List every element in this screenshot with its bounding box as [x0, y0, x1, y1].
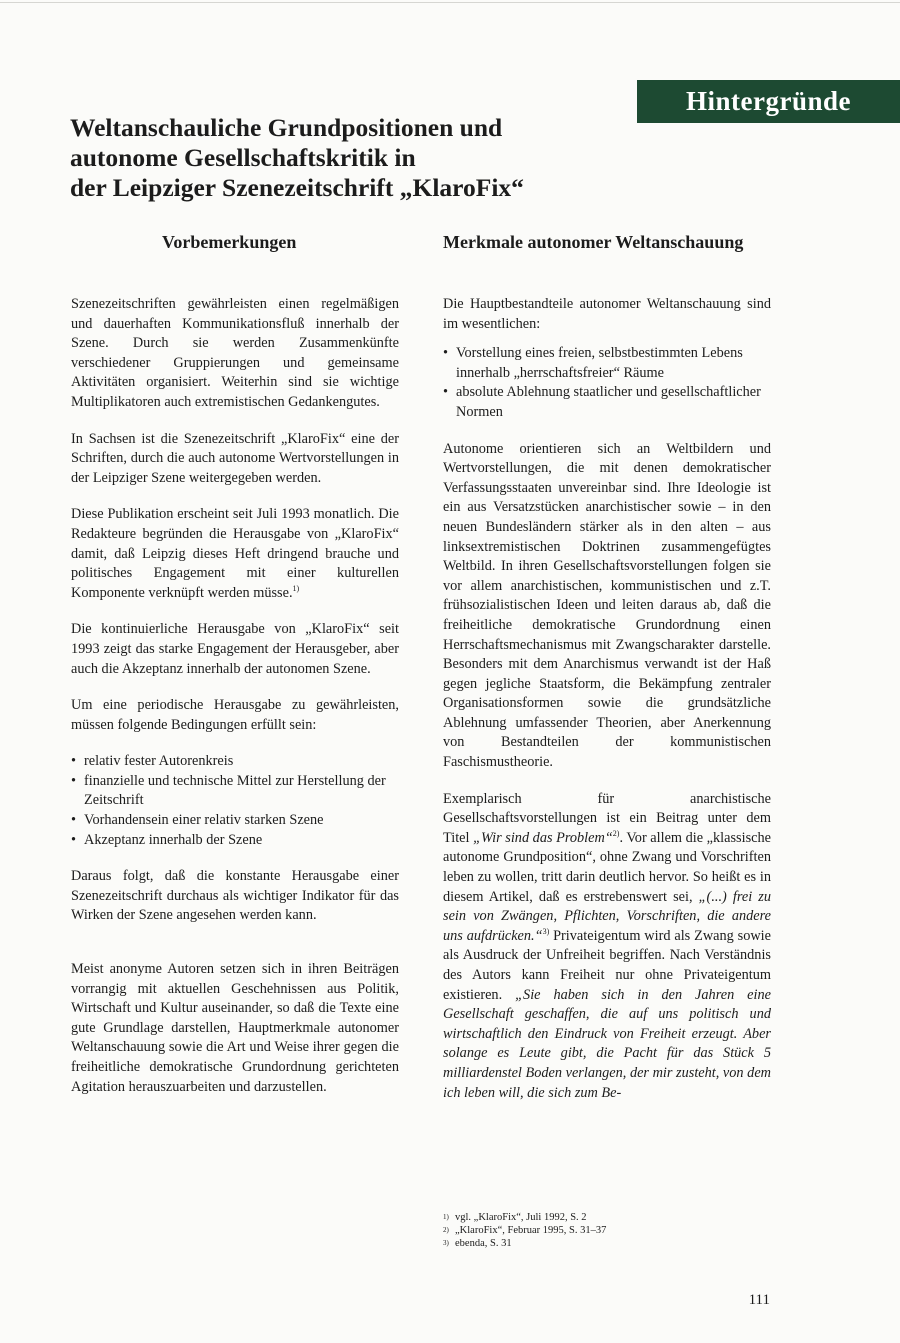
paragraph: Exemplarisch für anarchistische Gesellschaftsvorstellungen ist ein Beitrag unter dem Titel „Wir sind das Problem“$^{2)}$. Vor allem die „klassische autonome Grundposition“, ohne Zwang und Vorschriften leben zu wollen, tritt darin deutlich hervor. So heißt es in diesem Artikel, daß es erstrebenswert sei, „(...) frei zu sein von Zwängen, Pflichten, Vorschriften, die andere uns aufdrücken.“$^{3)}$ Privateigentum wird als Zwang sowie als Ausdruck der Unfreiheit begriffen. Nach Verständnis des Autors kann Freiheit nur ohne Privateigentum existieren. „Sie haben sich in den Jahren eine Gesellschaft geschaffen, die auf uns politisch und wirtschaftlich den Eindruck von Freiheit erzeugt. Aber solange es Leute gibt, die Pacht für das Stück 5 milliardenstel Boden verlangen, der mir zusteht, von dem ich leben will, die sich zum Be-: [443, 790, 771, 1101]
footnote: 2) „KlaroFix“, Februar 1995, S. 31–37: [443, 1225, 607, 1236]
left-section-heading: Vorbemerkungen: [162, 232, 297, 252]
paragraph: Diese Publikation erscheint seit Juli 1993 monatlich. Die Redakteure begründen die Herausgabe von „KlaroFix“ damit, daß Leipzig dieses Heft dringend brauche und politisches Engagement mit einer kulturellen Komponente verknüpft werden müsse.$^{1)}$: [71, 506, 399, 601]
footnote-ref: 1): [292, 583, 300, 593]
features-list: [443, 344, 771, 422]
article-citation: „Wir sind das Problem“: [473, 829, 613, 846]
paragraph: Szenezeitschriften gewährleisten einen regelmäßigen und dauerhaften Kommunikationsfluß innerhalb der Szene. Durch sie werden Zusammenkünfte verschiedener Gruppierungen und gemeinsame Aktivitäten organisiert. Weiterhin sind sie wichtige Multiplikatoren auch extremistischen Gedankengutes.: [71, 296, 399, 410]
conditions-list: [71, 752, 399, 850]
quote: „(...) frei zu sein von Zwängen, Pflichten, Vorschriften, die andere uns aufdrücken.“: [443, 888, 771, 944]
title-line: autonome Gesellschaftskritik in: [70, 143, 416, 172]
paragraph: Die Hauptbestandteile autonomer Weltanschauung sind im wesentlichen:: [443, 296, 771, 332]
paragraph: In Sachsen ist die Szenezeitschrift „KlaroFix“ eine der Schriften, durch die auch autonome Wertvorstellungen in der Leipziger Szene weitergegeben werden.: [71, 430, 399, 486]
paragraph: Meist anonyme Autoren setzen sich in ihren Beiträgen vorrangig mit aktuellen Geschehnissen aus Politik, Wirtschaft und Kultur auseinander, so daß die Texte eine gute Grundlage darstellen, Hauptmerkmale autonomer Weltanschauung sowie die Art und Weise ihrer gegen die freiheitliche demokratische Grundordnung gerichteten Agitation herauszuarbeiten und darzustellen.: [71, 961, 399, 1095]
quote: „Sie haben sich in den Jahren eine Gesellschaft geschaffen, die auf uns politisch und wirtschaftlich den Eindruck von Freiheit erzeugt. Aber solange es Leute gibt, die Pacht für das Stück 5 milliardenstel Boden verlangen, der mir zusteht, von dem ich leben will, die sich zum Be-: [443, 986, 771, 1101]
top-rule: [0, 2, 900, 3]
footnote-ref: 3): [542, 926, 550, 936]
list-item: • Akzeptanz innerhalb der Szene: [71, 831, 399, 851]
paragraph: Die kontinuierliche Herausgabe von „KlaroFix“ seit 1993 zeigt das starke Engagement der Herausgeber, aber auch die Akzeptanz innerhalb der autonomen Szene.: [71, 621, 399, 677]
title-line: Weltanschauliche Grundpositionen und: [70, 113, 503, 142]
left-column: [71, 295, 399, 1097]
right-column: [443, 295, 771, 1103]
footnote: 1) vgl. „KlaroFix“, Juli 1992, S. 2: [443, 1212, 587, 1223]
paragraph: Daraus folgt, daß die konstante Herausgabe einer Szenezeitschrift durchaus als wichtiger Indikator für das Wirken der Szene angesehen werden kann.: [71, 868, 399, 924]
right-section-heading: Merkmale autonomer Weltanschauung: [443, 232, 744, 252]
paragraph: Um eine periodische Herausgabe zu gewährleisten, müssen folgende Bedingungen erfüllt sein:: [71, 697, 399, 733]
footnote-ref: 2): [612, 828, 620, 838]
page-number: 111: [748, 1292, 770, 1308]
list-item: • absolute Ablehnung staatlicher und gesellschaftlicher Normen: [443, 383, 771, 422]
footnote: 3) ebenda, S. 31: [443, 1238, 512, 1249]
article-title: [70, 113, 610, 203]
paragraph: Autonome orientieren sich an Weltbildern und Wertvorstellungen, die mit denen demokratischer Verfassungsstaaten unvereinbar sind. Ihre Ideologie ist ein aus Versatzstücken anarchistischer sowie – in den neuen Bundesländern stärker als in den alten – aus linksextremistischen Doktrinen zusammengefügtes Weltbild. In ihren Gesellschaftsvorstellungen folgen sie vor allem anarchistischen, kommunistischen und z.T. frühsozialistischen Ideen und leiten daraus ab, daß die freiheitliche demokratische Grundordnung einen Herrschaftsmechanismus mit Zwangscharakter darstelle. Besonders mit dem Anarchismus verwandt ist der Haß gegen jegliche Staatsform, die Bekämpfung zentraler Organisationsformen sowie die grundsätzliche Ablehnung umfassender Theorien, aber Anerkennung von Bestandteilen der kommunistischen Faschismustheorie.: [443, 440, 771, 771]
list-item: • relativ fester Autorenkreis: [71, 752, 399, 772]
list-item: • Vorhandensein einer relativ starken Szene: [71, 811, 399, 831]
title-line: der Leipziger Szenezeitschrift „KlaroFix“: [70, 173, 524, 202]
list-item: • Vorstellung eines freien, selbstbestimmten Lebens innerhalb „herrschaftsfreier“ Räume: [443, 344, 771, 383]
list-item: • finanzielle und technische Mittel zur Herstellung der Zeitschrift: [71, 772, 399, 811]
section-banner: Hintergründe: [637, 80, 900, 123]
footnotes: [443, 1211, 743, 1250]
